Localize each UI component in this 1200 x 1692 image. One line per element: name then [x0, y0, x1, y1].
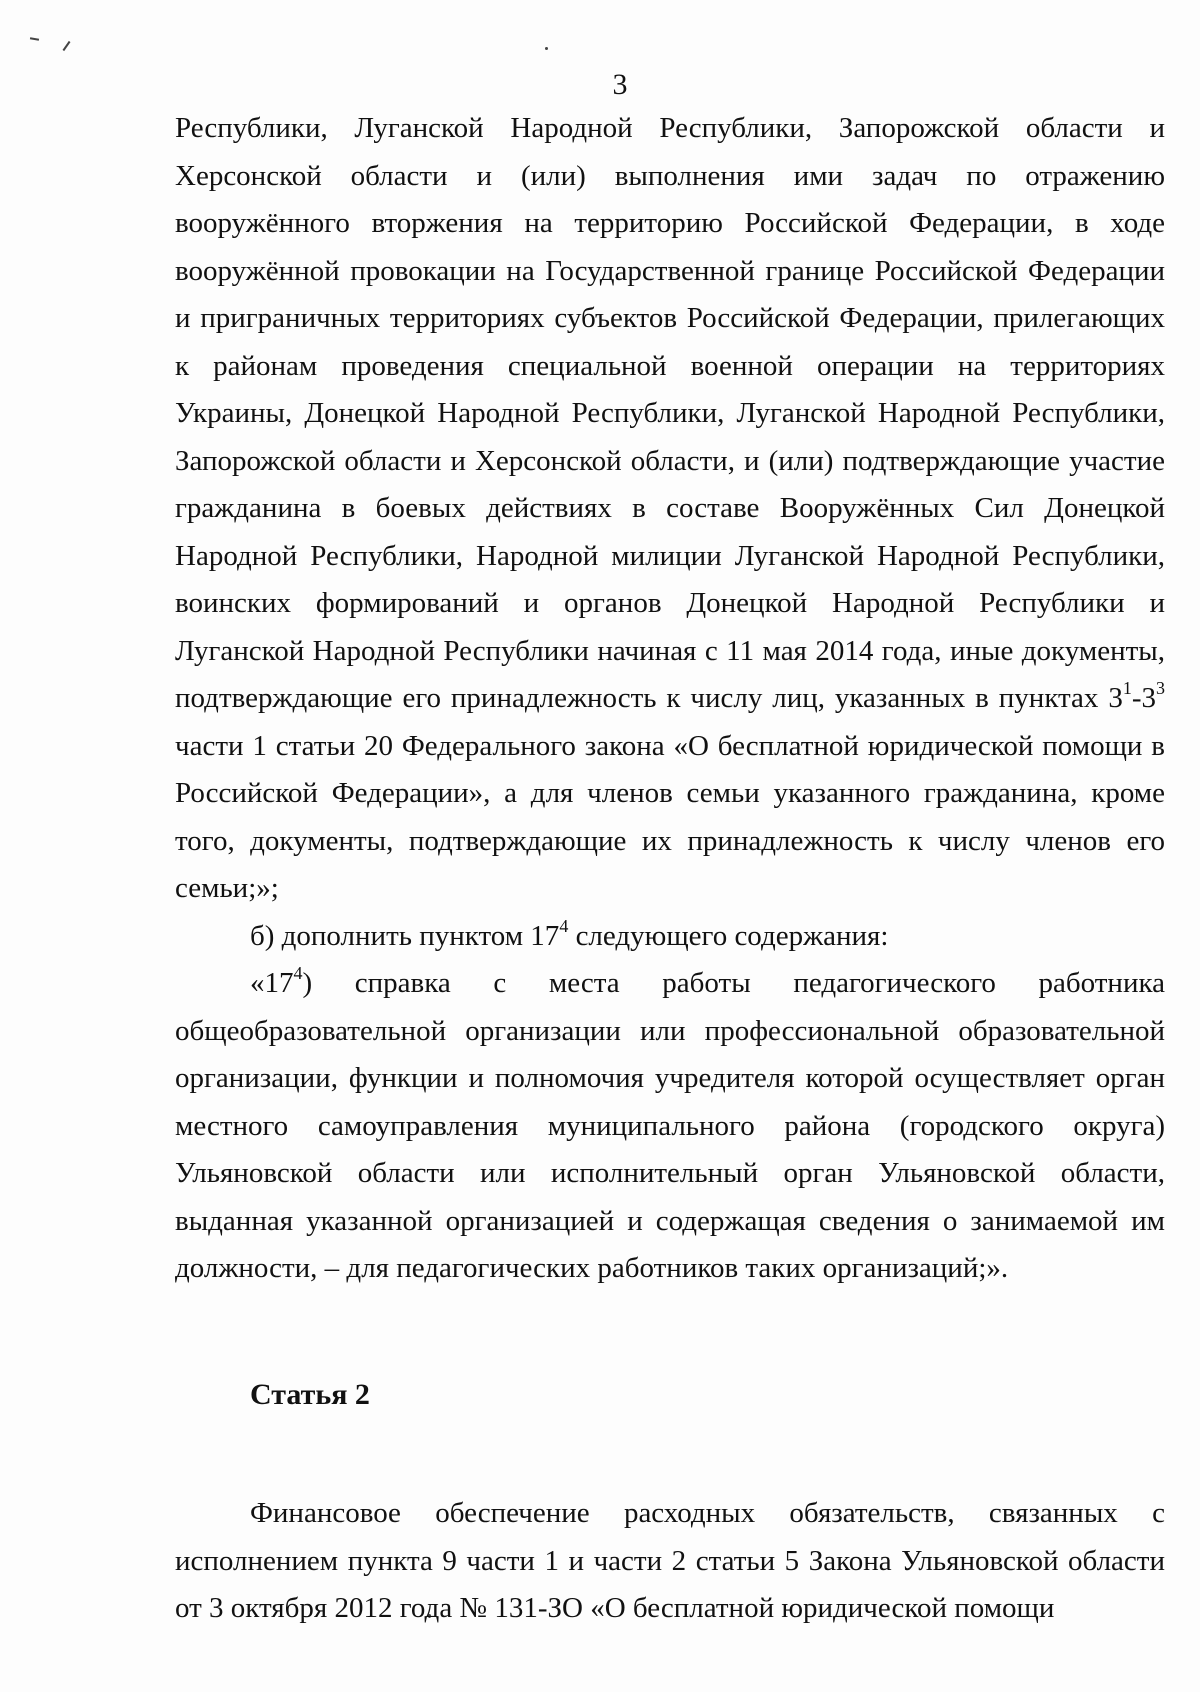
superscript: 4 — [559, 915, 569, 936]
reference-number: 3 — [1141, 682, 1156, 714]
range-dash: - — [1131, 682, 1142, 714]
reference-number: 3 — [1108, 682, 1123, 714]
scan-speck — [30, 37, 39, 41]
paragraph-text: Финансовое обеспечение расходных обязательств, связанных с исполнением пункта 9 части 1 и части 2 статьи 5 Закона Ульяновской области от 3 октября 2012 года № 131-ЗО «О бесплатной юридической помощи — [175, 1497, 1165, 1624]
paragraph-text: Республики, Луганской Народной Республики, Запорожской области и Херсонской области и (или) выполнения ими задач по отражению вооружённого вторжения на территорию Российской Федерации, в ходе вооружённой провокации на Государственной границе Российской Федерации и приграничных территориях субъектов Российской Федерации, прилегающих к районам проведения специальной военной операции на территориях Украины, Донецкой Народной Республики, Луганской Народной Республики, Запорожской области и Херсонской области, и (или) подтверждающие участие гражданина в боевых действиях в составе Вооружённых Сил Донецкой Народной Республики, Народной милиции Луганской Народной Республики, воинских формирований и органов Донецкой Народной Республики и Луганской Народной Республики начиная с 11 мая 2014 года, иные документы, подтверждающие его принадлежность к числу лиц, указанных в пунктах — [175, 112, 1165, 714]
paragraph-amendment — [175, 913, 1165, 961]
superscript: 1 — [1122, 678, 1132, 699]
paragraph-article-2 — [175, 1490, 1165, 1633]
paragraph-text: б) дополнить пунктом 17 — [250, 919, 560, 952]
document-body — [175, 105, 1165, 1633]
paragraph-continuation — [175, 105, 1165, 913]
paragraph-text: ) справка с места работы педагогического работника общеобразовательной организации или профессиональной образовательной организации, функции и полномочия учредителя которой осуществляет орган местного самоуправления муниципального района (городского округа) Ульяновской области или исполнительный орган Ульяновской области, выданная указанной организацией и содержащая сведения о занимаемой им должности, – для педагогических работников таких организаций;». — [175, 967, 1165, 1284]
scan-speck — [545, 47, 548, 50]
paragraph-new-item — [175, 960, 1165, 1293]
paragraph-text: части 1 статьи 20 Федерального закона «О бесплатной юридической помощи в Российской Федерации», а для членов семьи указанного гражданина, кроме того, документы, подтверждающие их принадлежность к числу членов его семьи;»; — [175, 729, 1165, 904]
scan-speck — [63, 41, 71, 51]
article-heading: Статья 2 — [250, 1377, 370, 1411]
page-number: 3 — [612, 68, 628, 101]
superscript: 4 — [293, 963, 303, 984]
paragraph-text: следующего содержания: — [568, 919, 889, 952]
superscript: 3 — [1156, 678, 1165, 699]
paragraph-text: «17 — [250, 967, 294, 999]
